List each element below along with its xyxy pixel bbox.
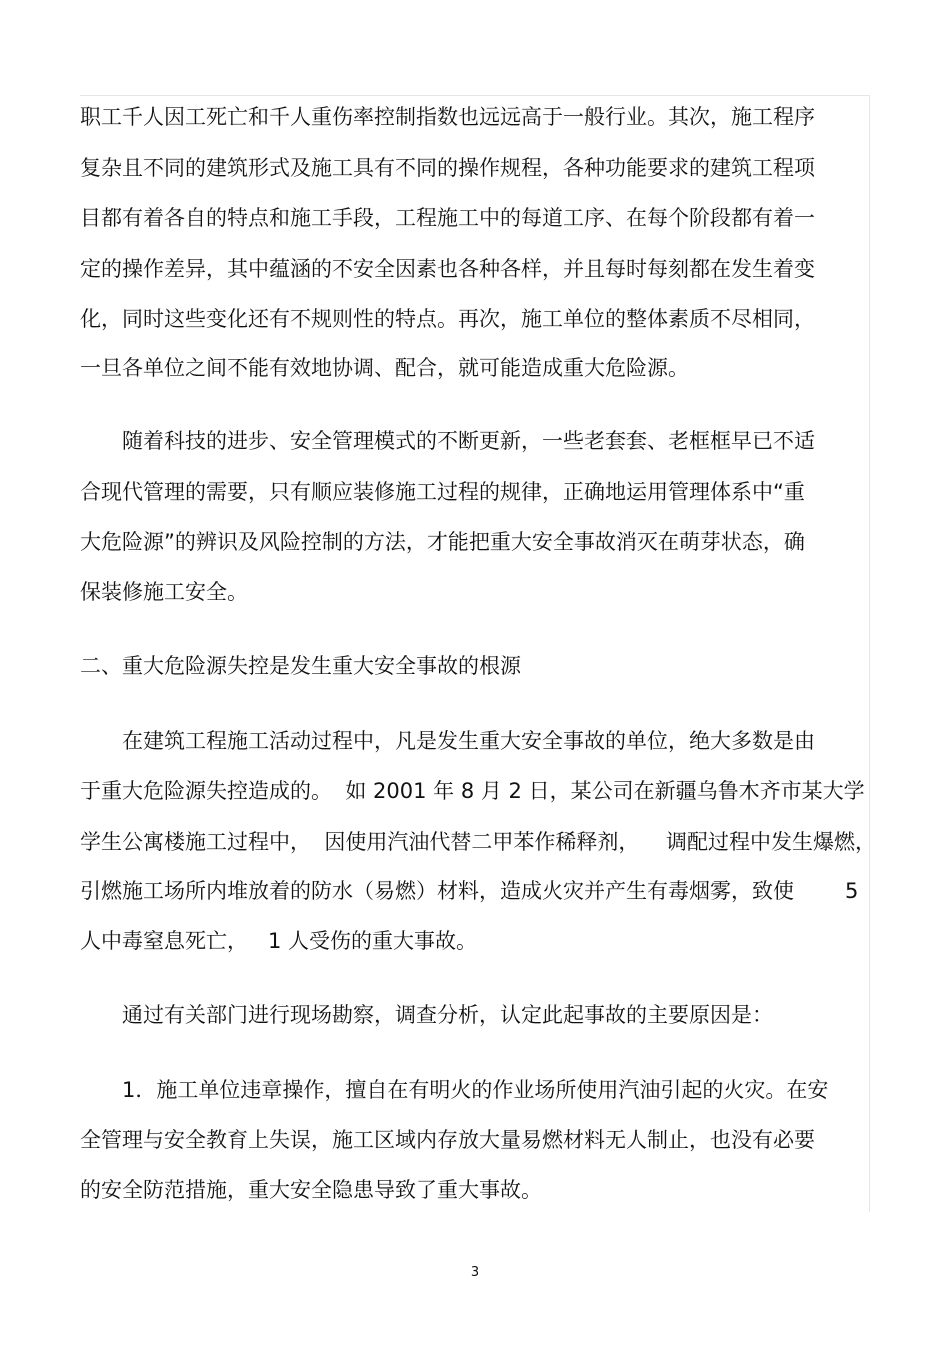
text-line: 合现代管理的需要，只有顺应装修施工过程的规律，正确地运用管理体系中“重 [80, 480, 805, 504]
text-line: 学生公寓楼施工过程中， 因使用汽油代替二甲苯作稀释剂， 调配过程中发生爆燃， [80, 830, 877, 854]
text-line: 复杂且不同的建筑形式及施工具有不同的操作规程，各种功能要求的建筑工程项 [80, 156, 815, 180]
text-line: 目都有着各自的特点和施工手段，工程施工中的每道工序、在每个阶段都有着一 [80, 206, 815, 230]
text-line: 大危险源”的辨识及风险控制的方法，才能把重大安全事故消灭在萌芽状态，确 [80, 530, 805, 554]
text-line: 于重大危险源失控造成的。 如 2001 年 8 月 2 日，某公司在新疆乌鲁木齐市某大学 [80, 779, 865, 803]
text-line: 定的操作差异，其中蕴涵的不安全因素也各种各样，并且每时每刻都在发生着变 [80, 257, 815, 281]
page-border-right [869, 95, 870, 1212]
text-line: 化，同时这些变化还有不规则性的特点。再次，施工单位的整体素质不尽相同， [80, 307, 815, 331]
section-heading: 二、重大危险源失控是发生重大安全事故的根源 [80, 654, 521, 678]
text-line: 人中毒窒息死亡， 1 人受伤的重大事故。 [80, 929, 478, 953]
text-line: 一旦各单位之间不能有效地协调、配合，就可能造成重大危险源。 [80, 356, 689, 380]
text-line: 全管理与安全教育上失误，施工区域内存放大量易燃材料无人制止，也没有必要 [80, 1128, 815, 1152]
text-line: 的安全防范措施，重大安全隐患导致了重大事故。 [80, 1178, 542, 1202]
page-number: 3 [470, 1265, 480, 1280]
text-line-number: 5 [845, 879, 859, 903]
page-border-top [80, 95, 870, 96]
text-line: 通过有关部门进行现场勘察，调查分析，认定此起事故的主要原因是： [122, 1003, 773, 1027]
text-line: 引燃施工场所内堆放着的防水（易燃）材料，造成火灾并产生有毒烟雾，致使 [80, 879, 794, 903]
text-line: 在建筑工程施工活动过程中，凡是发生重大安全事故的单位，绝大多数是由 [122, 729, 815, 753]
text-line: 1．施工单位违章操作，擅自在有明火的作业场所使用汽油引起的火灾。在安 [122, 1078, 829, 1102]
text-line: 保装修施工安全。 [80, 580, 248, 604]
text-line: 随着科技的进步、安全管理模式的不断更新，一些老套套、老框框早已不适 [122, 429, 815, 453]
text-line: 职工千人因工死亡和千人重伤率控制指数也远远高于一般行业。其次，施工程序 [80, 105, 815, 129]
